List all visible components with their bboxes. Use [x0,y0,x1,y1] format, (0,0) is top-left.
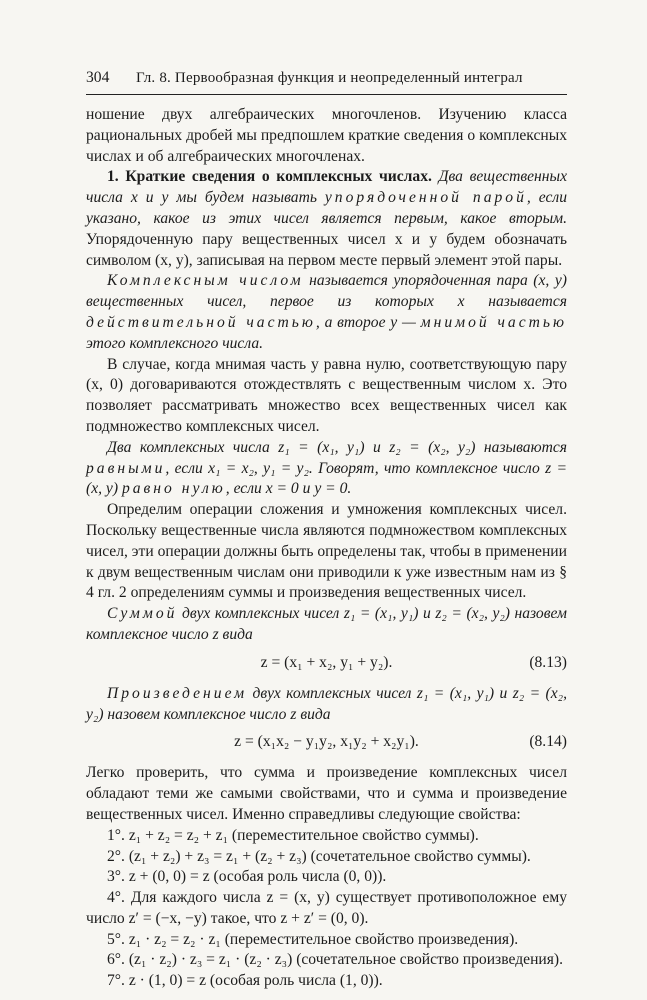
equality-def-text-1: Два комплексных числа z₁ = (x₁, y₁) и z₂ = (x₂, y₂) называются [107,438,567,456]
header-rule [86,94,567,95]
complex-number-definition [86,271,567,354]
pair-definition-start: Два вещественных числа x и y мы будем называть [86,168,568,207]
equality-def-text-2: , если x₁ = x₂, y₁ = y₂. Говорят, что комплексное число z = (x, y) [86,459,567,498]
equation-8-14 [86,732,567,753]
intro-paragraph: ношение двух алгебраических многочленов. Изучению класса рациональных дробей мы предпошлем краткие сведения о комплексных числах и об алгебраических многочленах. [86,106,567,165]
complex-def-text-3: этого комплексного числа. [86,334,264,352]
complex-def-text-1: называется упорядоченная пара (x, y) вещественных чисел, первое из которых x называется [86,272,567,311]
complex-def-text-2: , а второе y — [315,313,421,331]
equation-formula: z = (x₁x₂ − y₁y₂, x₁y₂ + x₂y₁). [234,733,419,751]
ordered-pair-term: упорядоченной парой [324,189,527,207]
sum-def-text: двух комплексных чисел z₁ = (x₁, y₁) и z₂ = (x₂, y₂) назовем комплексное число z вида [86,605,567,643]
property-2: 2°. (z₁ + z₂) + z₃ = z₁ + (z₂ + z₃) (сочетательное свойство суммы). [107,847,531,865]
property-5: 5°. z₁ · z₂ = z₂ · z₁ (переместительное свойство произведения). [107,930,519,948]
equation-number: (8.14) [529,733,567,751]
equation-number: (8.13) [529,653,567,671]
page-number: 304 [86,69,110,86]
running-title: Гл. 8. Первообразная функция и неопределенный интеграл [136,70,523,86]
imaginary-part-term: мнимой частью [420,313,567,331]
sum-definition [86,604,567,646]
section-heading: 1. Краткие сведения о комплексных числах. [107,168,432,186]
equality-def-text-3: , если x = 0 и y = 0. [225,480,352,498]
property-4: 4°. Для каждого числа z = (x, y) существует противоположное ему число z′ = (−x, −y) такое, что z + z′ = (0, 0). [86,889,567,927]
property-7: 7°. z · (1, 0) = z (особая роль числа (1, 0)). [107,972,383,990]
complex-number-term: Комплексным числом [107,272,304,290]
page-body [86,105,567,992]
equal-term: равными [86,459,166,477]
pair-definition-end: , если указано, какое из этих чисел является первым, какое вторым. [86,189,567,227]
real-part-term: действительной частью [86,313,316,331]
property-1: 1°. z₁ + z₂ = z₂ + z₁ (переместительное свойство суммы). [107,826,479,844]
equation-formula: z = (x₁ + x₂, y₁ + y₂). [260,653,393,671]
pair-notation-text: Упорядоченную пару вещественных чисел x и y будем обозначать символом (x, y), записывая на первом месте первый элемент этой пары. [86,230,567,269]
equality-definition [86,438,567,500]
equation-8-13 [86,653,567,674]
product-definition [86,684,567,726]
property-3: 3°. z + (0, 0) = z (особая роль числа (0, 0)). [107,868,387,886]
section-1-paragraph [86,167,567,271]
real-subset-paragraph: В случае, когда мнимая часть y равна нулю, соответствующую пару (x, 0) договариваются отождествлять с вещественным числом x. Это позволяет рассматривать множество всех вещественных чисел как подмножество комплексных чисел. [86,355,567,435]
page-header [86,68,566,89]
product-term: Произведением [107,684,248,702]
product-def-text: двух комплексных чисел z₁ = (x₁, y₁) и z₂ = (x₂, y₂) назовем комплексное число z вида [86,684,567,723]
sum-term: Суммой [107,605,178,623]
property-6: 6°. (z₁ · z₂) · z₃ = z₁ · (z₂ · z₃) (сочетательное свойство произведения). [107,951,564,969]
equals-zero-term: равно нулю [121,480,226,498]
properties-intro: Легко проверить, что сумма и произведение комплексных чисел обладают теми же самыми свойствами, что и сумма и произведение вещественных чисел. Именно справедливы следующие свойства: [86,764,567,823]
operations-paragraph: Определим операции сложения и умножения комплексных чисел. Поскольку вещественные числа являются подмножеством комплексных чисел, эти операции должны быть определены так, чтобы в применении к двум вещественным числам они приводили к уже известным нам из § 4 гл. 2 определениям суммы и произведения вещественных чисел. [86,501,567,602]
